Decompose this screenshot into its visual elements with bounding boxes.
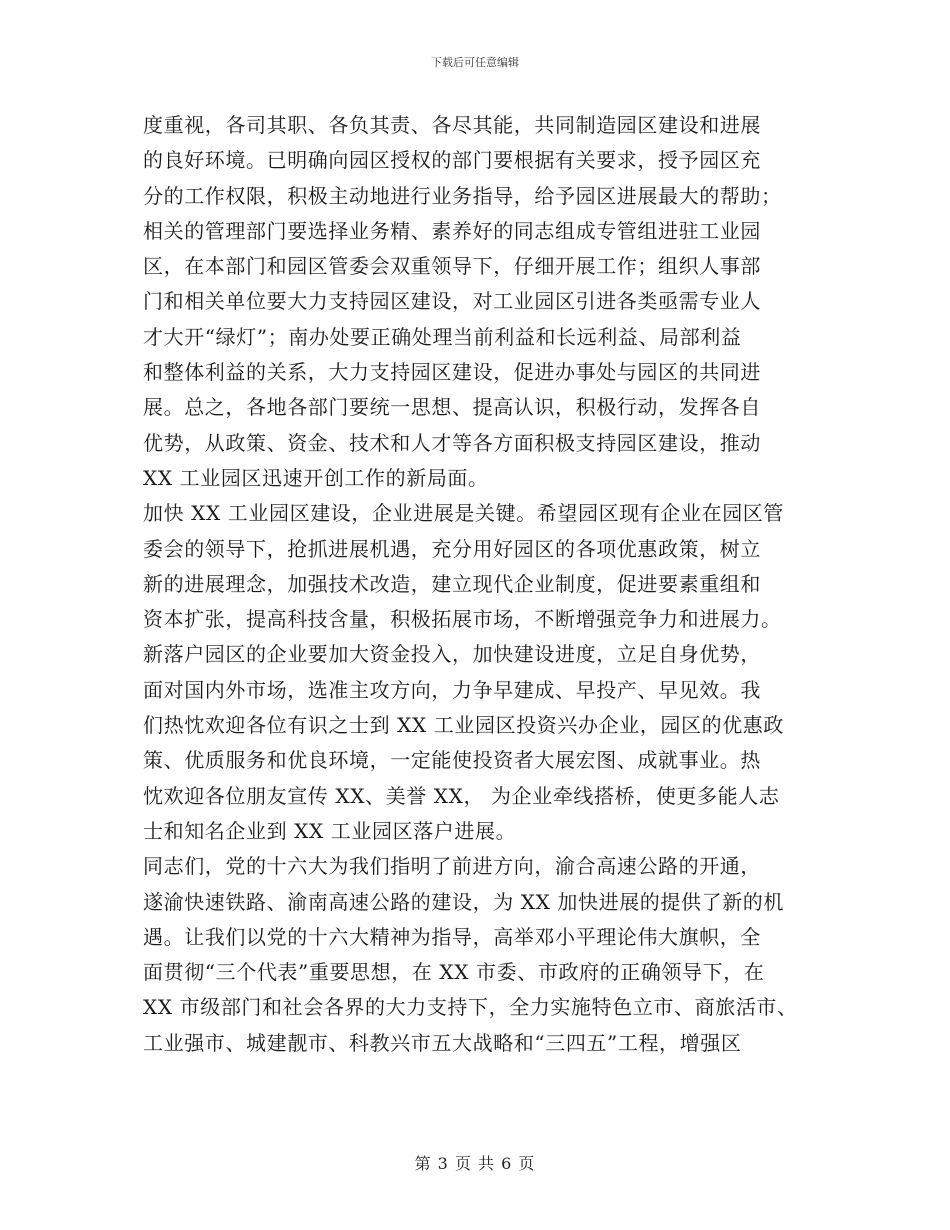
body-line: 资本扩张，提高科技含量，积极拓展市场，不断增强竞争力和进展力。 xyxy=(143,607,782,632)
document-body xyxy=(143,108,808,1061)
body-line: 面贯彻“三个代表”重要思想，在 XX 市委、市政府的正确领导下，在 xyxy=(143,960,765,985)
body-line: 相关的管理部门要选择业务精、素养好的同志组成专管组进驻工业园 xyxy=(143,218,761,243)
body-line: XX 市级部门和社会各界的大力支持下，全力实施特色立市、商旅活市、 xyxy=(143,995,798,1020)
body-line: 新落户园区的企业要加大资金投入，加快建设进度，立足自身优势， xyxy=(143,642,761,667)
body-line: 同志们，党的十六大为我们指明了前进方向，渝合高速公路的开通， xyxy=(143,854,761,879)
body-line: 和整体利益的关系，大力支持园区建设，促进办事处与园区的共同进 xyxy=(143,360,761,385)
body-line: 度重视，各司其职、各负其责、各尽其能，共同制造园区建设和进展 xyxy=(143,113,761,137)
body-line: 加快 XX 工业园区建设，企业进展是关键。希望园区现有企业在园区管 xyxy=(143,501,784,526)
body-line: 忱欢迎各位朋友宣传 XX、美誉 XX， 为企业牵线搭桥，使更多能人志 xyxy=(143,783,780,808)
body-line: 们热忱欢迎各位有识之士到 XX 工业园区投资兴办企业，园区的优惠政 xyxy=(143,713,784,738)
body-line: 面对国内外市场，选准主攻方向，力争早建成、早投产、早见效。我 xyxy=(143,677,761,702)
body-line: 工业强市、城建靓市、科教兴市五大战略和“三四五”工程，增强区 xyxy=(143,1030,742,1055)
body-line: 区，在本部门和园区管委会双重领导下，仔细开展工作；组织人事部 xyxy=(143,254,761,279)
body-line: 优势，从政策、资金、技术和人才等各方面积极支持园区建设，推动 xyxy=(143,430,761,455)
page-header-note: 下载后可任意编辑 xyxy=(431,56,519,69)
body-line: 展。总之，各地各部门要统一思想、提高认识，积极行动，发挥各自 xyxy=(143,395,761,420)
body-line: 门和相关单位要大力支持园区建设，对工业园区引进各类亟需专业人 xyxy=(143,289,761,314)
body-line: 的良好环境。已明确向园区授权的部门要根据有关要求，授予园区充 xyxy=(143,148,761,173)
page-number: 第 3 页 共 6 页 xyxy=(414,1154,536,1173)
body-line: XX 工业园区迅速开创工作的新局面。 xyxy=(143,465,489,490)
body-line: 策、优质服务和优良环境，一定能使投资者大展宏图、成就事业。热 xyxy=(143,748,761,773)
body-line: 分的工作权限，积极主动地进行业务指导，给予园区进展最大的帮助； xyxy=(143,183,782,208)
body-line: 才大开“绿灯”；南办处要正确处理当前利益和长远利益、局部利益 xyxy=(143,324,742,349)
body-line: 新的进展理念，加强技术改造，建立现代企业制度，促进要素重组和 xyxy=(143,571,761,596)
body-line: 遇。让我们以党的十六大精神为指导，高举邓小平理论伟大旗帜，全 xyxy=(143,924,761,949)
body-line: 士和知名企业到 XX 工业园区落户进展。 xyxy=(143,818,517,843)
body-line: 委会的领导下，抢抓进展机遇，充分用好园区的各项优惠政策，树立 xyxy=(143,536,761,561)
body-line: 遂渝快速铁路、渝南高速公路的建设，为 XX 加快进展的提供了新的机 xyxy=(143,889,784,914)
